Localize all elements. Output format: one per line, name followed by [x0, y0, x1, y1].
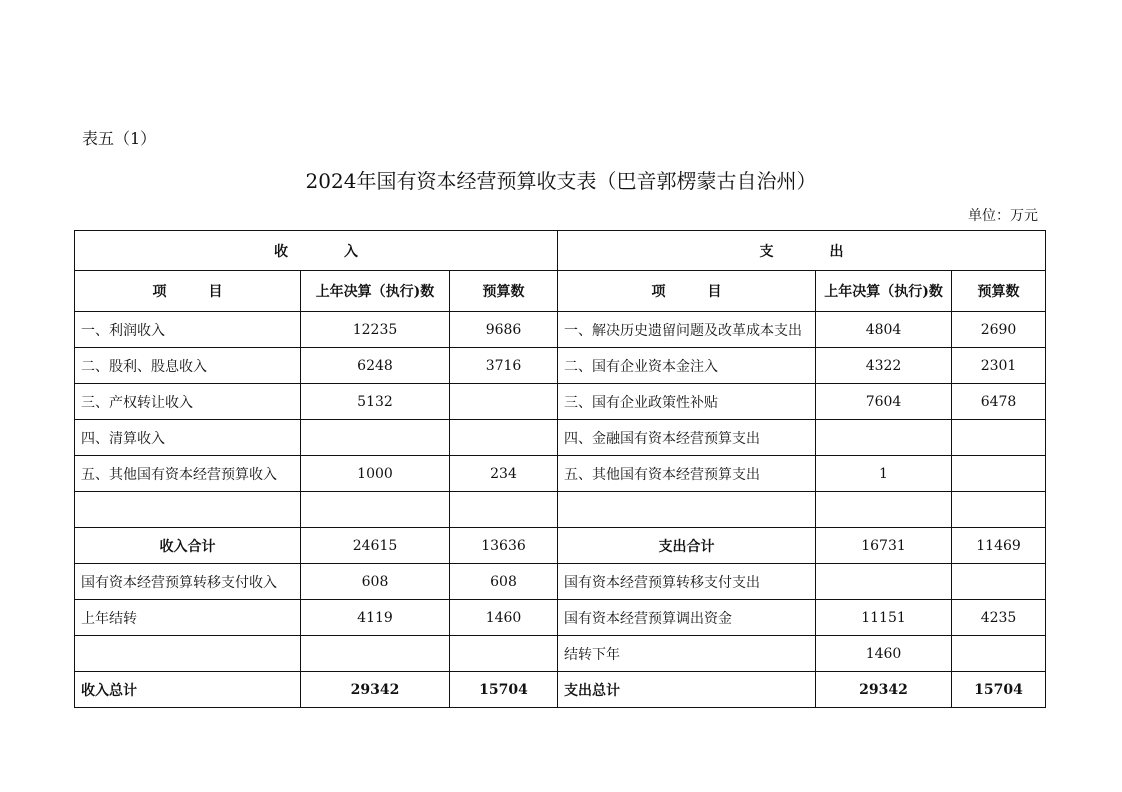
income-last-year-header: 上年决算（执行)数 [301, 271, 450, 312]
income-subtotal-label: 收入合计 [75, 528, 301, 564]
expense-last-year: 4322 [816, 348, 952, 384]
expense-last-year: 1460 [816, 636, 952, 672]
income-item: 四、清算收入 [75, 420, 301, 456]
expense-budget: 15704 [952, 672, 1046, 708]
expense-last-year [816, 420, 952, 456]
page-title: 2024年国有资本经营预算收支表（巴音郭楞蒙古自治州） [305, 169, 817, 193]
income-last-year: 4119 [301, 600, 450, 636]
table-row [75, 600, 1046, 636]
income-budget-header: 预算数 [450, 271, 558, 312]
income-section-header: 收 入 [75, 231, 558, 271]
table-row [75, 384, 1046, 420]
income-item: 三、产权转让收入 [75, 384, 301, 420]
income-item [75, 636, 301, 672]
income-budget: 1460 [450, 600, 558, 636]
income-item: 国有资本经营预算转移支付收入 [75, 564, 301, 600]
expense-budget: 4235 [952, 600, 1046, 636]
expense-last-year: 16731 [816, 528, 952, 564]
expense-last-year [816, 564, 952, 600]
table-row [75, 456, 1046, 492]
expense-budget: 2301 [952, 348, 1046, 384]
income-last-year: 6248 [301, 348, 450, 384]
table-row [75, 312, 1046, 348]
budget-table [74, 230, 1046, 708]
income-budget [450, 420, 558, 456]
expense-item: 国有资本经营预算转移支付支出 [558, 564, 816, 600]
income-budget: 13636 [450, 528, 558, 564]
expense-last-year: 7604 [816, 384, 952, 420]
expense-item: 二、国有企业资本金注入 [558, 348, 816, 384]
expense-last-year: 4804 [816, 312, 952, 348]
expense-total-label: 支出总计 [558, 672, 816, 708]
income-item: 上年结转 [75, 600, 301, 636]
income-last-year: 12235 [301, 312, 450, 348]
column-header-row [75, 271, 1046, 312]
expense-item: 三、国有企业政策性补贴 [558, 384, 816, 420]
income-last-year [301, 636, 450, 672]
income-last-year: 608 [301, 564, 450, 600]
income-last-year [301, 492, 450, 528]
income-budget [450, 636, 558, 672]
expense-item-header: 项 目 [558, 271, 816, 312]
income-last-year: 5132 [301, 384, 450, 420]
expense-item: 五、其他国有资本经营预算支出 [558, 456, 816, 492]
income-budget: 3716 [450, 348, 558, 384]
expense-budget: 6478 [952, 384, 1046, 420]
table-row [75, 492, 1046, 528]
expense-budget [952, 420, 1046, 456]
unit-label: 单位：万元 [968, 208, 1038, 224]
table-row [75, 348, 1046, 384]
grand-total-row [75, 672, 1046, 708]
expense-last-year: 29342 [816, 672, 952, 708]
expense-budget [952, 492, 1046, 528]
income-last-year: 24615 [301, 528, 450, 564]
table-row [75, 636, 1046, 672]
expense-item: 结转下年 [558, 636, 816, 672]
table-row [75, 420, 1046, 456]
income-item-header: 项 目 [75, 271, 301, 312]
expense-budget [952, 564, 1046, 600]
table-label: 表五（1） [82, 129, 157, 148]
expense-subtotal-label: 支出合计 [558, 528, 816, 564]
income-item: 二、股利、股息收入 [75, 348, 301, 384]
income-budget: 9686 [450, 312, 558, 348]
income-item: 一、利润收入 [75, 312, 301, 348]
income-budget [450, 384, 558, 420]
expense-budget [952, 456, 1046, 492]
income-budget: 15704 [450, 672, 558, 708]
expense-budget: 2690 [952, 312, 1046, 348]
section-header-row [75, 231, 1046, 271]
expense-last-year: 1 [816, 456, 952, 492]
income-item [75, 492, 301, 528]
subtotal-row [75, 528, 1046, 564]
expense-last-year [816, 492, 952, 528]
income-item: 五、其他国有资本经营预算收入 [75, 456, 301, 492]
expense-last-year: 11151 [816, 600, 952, 636]
expense-budget [952, 636, 1046, 672]
expense-item [558, 492, 816, 528]
income-last-year [301, 420, 450, 456]
expense-item: 国有资本经营预算调出资金 [558, 600, 816, 636]
income-budget [450, 492, 558, 528]
income-budget: 234 [450, 456, 558, 492]
expense-budget-header: 预算数 [952, 271, 1046, 312]
income-last-year: 29342 [301, 672, 450, 708]
expense-last-year-header: 上年决算（执行)数 [816, 271, 952, 312]
income-last-year: 1000 [301, 456, 450, 492]
income-total-label: 收入总计 [75, 672, 301, 708]
expense-section-header: 支 出 [558, 231, 1046, 271]
table-row [75, 564, 1046, 600]
expense-item: 四、金融国有资本经营预算支出 [558, 420, 816, 456]
expense-budget: 11469 [952, 528, 1046, 564]
expense-item: 一、解决历史遗留问题及改革成本支出 [558, 312, 816, 348]
income-budget: 608 [450, 564, 558, 600]
